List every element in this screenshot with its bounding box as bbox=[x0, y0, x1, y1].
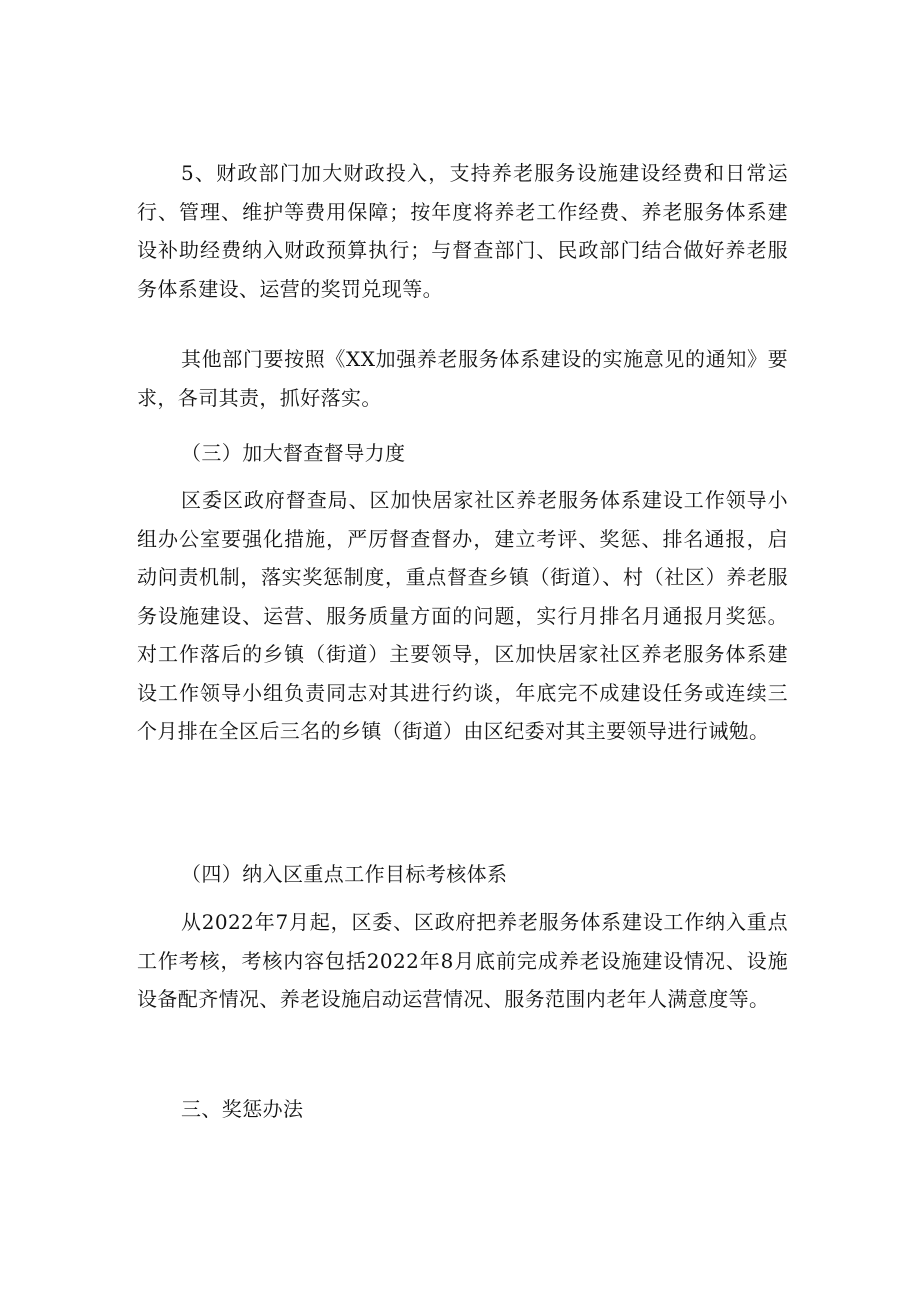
paragraph-finance-department: 5、财政部门加大财政投入，支持养老服务设施建设经费和日常运行、管理、维护等费用保障；按年度将养老工作经费、养老服务体系建设补助经费纳入财政预算执行；与督查部门、民政部门结合做好养老服务体系建设、运营的奖罚兑现等。 bbox=[137, 161, 788, 301]
paragraph-supervision: 区委区政府督查局、区加快居家社区养老服务体系建设工作领导小组办公室要强化措施，严厉督查督办，建立考评、奖惩、排名通报，启动问责机制，落实奖惩制度，重点督查乡镇（街道）、村（社区）养老服务设施建设、运营、服务质量方面的问题，实行月排名月通报月奖惩。对工作落后的乡镇（街道）主要领导，区加快居家社区养老服务体系建设工作领导小组负责同志对其进行约谈，年底完不成建设任务或连续三个月排在全区后三名的乡镇（街道）由区纪委对其主要领导进行诫勉。 bbox=[137, 488, 788, 743]
section-heading-assessment: （四）纳入区重点工作目标考核体系 bbox=[181, 862, 508, 886]
paragraph-other-departments: 其他部门要按照《XX加强养老服务体系建设的实施意见的通知》要求，各司其责，抓好落实。 bbox=[137, 347, 788, 410]
section-heading-rewards-penalties: 三、奖惩办法 bbox=[181, 1097, 304, 1121]
paragraph-assessment: 从2022年7月起，区委、区政府把养老服务体系建设工作纳入重点工作考核，考核内容包括2022年8月底前完成养老设施建设情况、设施设备配齐情况、养老设施启动运营情况、服务范围内老年人满意度等。 bbox=[137, 910, 788, 1011]
section-heading-supervision: （三）加大督查督导力度 bbox=[181, 441, 406, 465]
